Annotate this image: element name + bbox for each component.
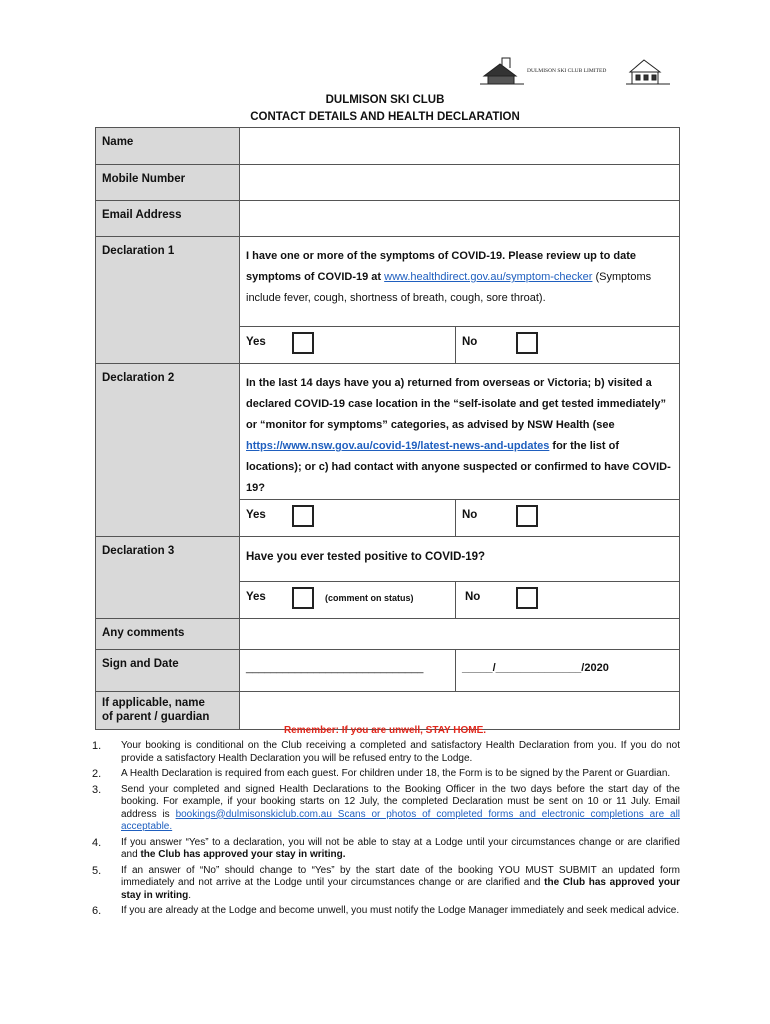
booking-email-link[interactable]: bookings@dulmisonskiclub.com.au Scans or photos of completed forms and electronic completions are all acceptable. [121, 808, 681, 832]
form-title: CONTACT DETAILS AND HEALTH DECLARATION [250, 111, 520, 123]
list-item: 6. If you are already at the Lodge and become unwell, you must notify the Lodge Manager immediately and seek medical advice. [92, 905, 680, 917]
declaration-1-yes-checkbox[interactable] [292, 332, 314, 354]
list-item: 4. If you answer “Yes” to a declaration, you will not be able to stay at a Lodge until your circumstances change or are clarified and the Club has approved your stay in writing. [92, 836, 680, 860]
parent-guardian-field[interactable] [240, 692, 680, 730]
signature-field[interactable]: _____________________________ [240, 650, 456, 692]
declaration-3-yes-checkbox[interactable] [292, 587, 314, 609]
nsw-health-link[interactable]: https://www.nsw.gov.au/covid-19/latest-news-and-updates [246, 440, 550, 452]
parent-guardian-label: If applicable, name of parent / guardian [96, 692, 240, 730]
remember-notice: Remember: If you are unwell, STAY HOME. [283, 725, 487, 736]
email-label: Email Address [96, 201, 240, 237]
sign-date-label: Sign and Date [96, 650, 240, 692]
declaration-3-question: Have you ever tested positive to COVID-19? [240, 537, 680, 582]
mobile-label: Mobile Number [96, 165, 240, 201]
declaration-form [95, 127, 680, 730]
list-item: 3. Send your completed and signed Health Declarations to the Booking Officer in the two days before the start day of the booking. For example, if your booking starts on 12 July, the completed Declaration must be sent on 10 or 11 July. Email address is bookings@dulmisonskiclub.com.au Scans or photos of completed forms and electronic completions are all acceptable. [92, 783, 681, 832]
list-item: 5. If an answer of “No” should change to “Yes” by the start date of the booking YOU MUST SUBMIT an updated form immediately and not arrive at the Lodge until your circumstances change or are clarified and the Club has approved your stay in writing. [92, 864, 680, 901]
comments-field[interactable] [240, 619, 680, 650]
instructions-list [92, 740, 680, 921]
declaration-3-no-checkbox[interactable] [516, 587, 538, 609]
club-name: DULMISON SKI CLUB [325, 94, 445, 106]
club-logo [480, 50, 672, 88]
name-field[interactable] [240, 128, 680, 165]
declaration-3-no-cell: No [456, 582, 680, 619]
declaration-1-no-cell: No [456, 327, 680, 364]
list-item: 2. A Health Declaration is required from each guest. For children under 18, the Form is to be signed by the Parent or Guardian. [92, 768, 671, 780]
list-item: 1. Your booking is conditional on the Club receiving a completed and satisfactory Health Declaration from you. If you do not provide a satisfactory Health Declaration you will be refused entry to the Lodge. [92, 740, 680, 764]
declaration-1-yes-cell: Yes [240, 327, 456, 364]
date-field[interactable]: _____/______________/2020 [456, 650, 680, 692]
email-field[interactable] [240, 201, 680, 237]
declaration-2-no-cell: No [456, 500, 680, 537]
healthdirect-link[interactable]: www.healthdirect.gov.au/symptom-checker [384, 271, 593, 283]
declaration-3-label: Declaration 3 [96, 537, 240, 619]
declaration-2-yes-checkbox[interactable] [292, 505, 314, 527]
declaration-2-yes-cell: Yes [240, 500, 456, 537]
declaration-3-yes-cell: Yes (comment on status) [240, 582, 456, 619]
comments-label: Any comments [96, 619, 240, 650]
declaration-2-no-checkbox[interactable] [516, 505, 538, 527]
svg-text:DULMISON SKI CLUB LIMITED: DULMISON SKI CLUB LIMITED [527, 68, 607, 74]
declaration-1-label: Declaration 1 [96, 237, 240, 364]
declaration-2-text: In the last 14 days have you a) returned from overseas or Victoria; b) visited a declared COVID-19 case location in the “self-isolate and get tested immediately” or “monitor for symptoms” categories, as advised by NSW Health (see https://www.nsw.gov.au/covid-19/latest-news-and-updates for the list of locations); or c) had contact with anyone suspected or confirmed to have COVID-19? [240, 364, 680, 500]
declaration-1-text: I have one or more of the symptoms of COVID-19. Please review up to date symptoms of COVID-19 at www.healthdirect.gov.au/symptom-checker (Symptoms include fever, cough, shortness of breath, cough, sore throat). [240, 237, 680, 327]
mobile-field[interactable] [240, 165, 680, 201]
comment-on-status: (comment on status) [325, 593, 414, 603]
declaration-2-label: Declaration 2 [96, 364, 240, 537]
name-label: Name [96, 128, 240, 165]
declaration-1-no-checkbox[interactable] [516, 332, 538, 354]
